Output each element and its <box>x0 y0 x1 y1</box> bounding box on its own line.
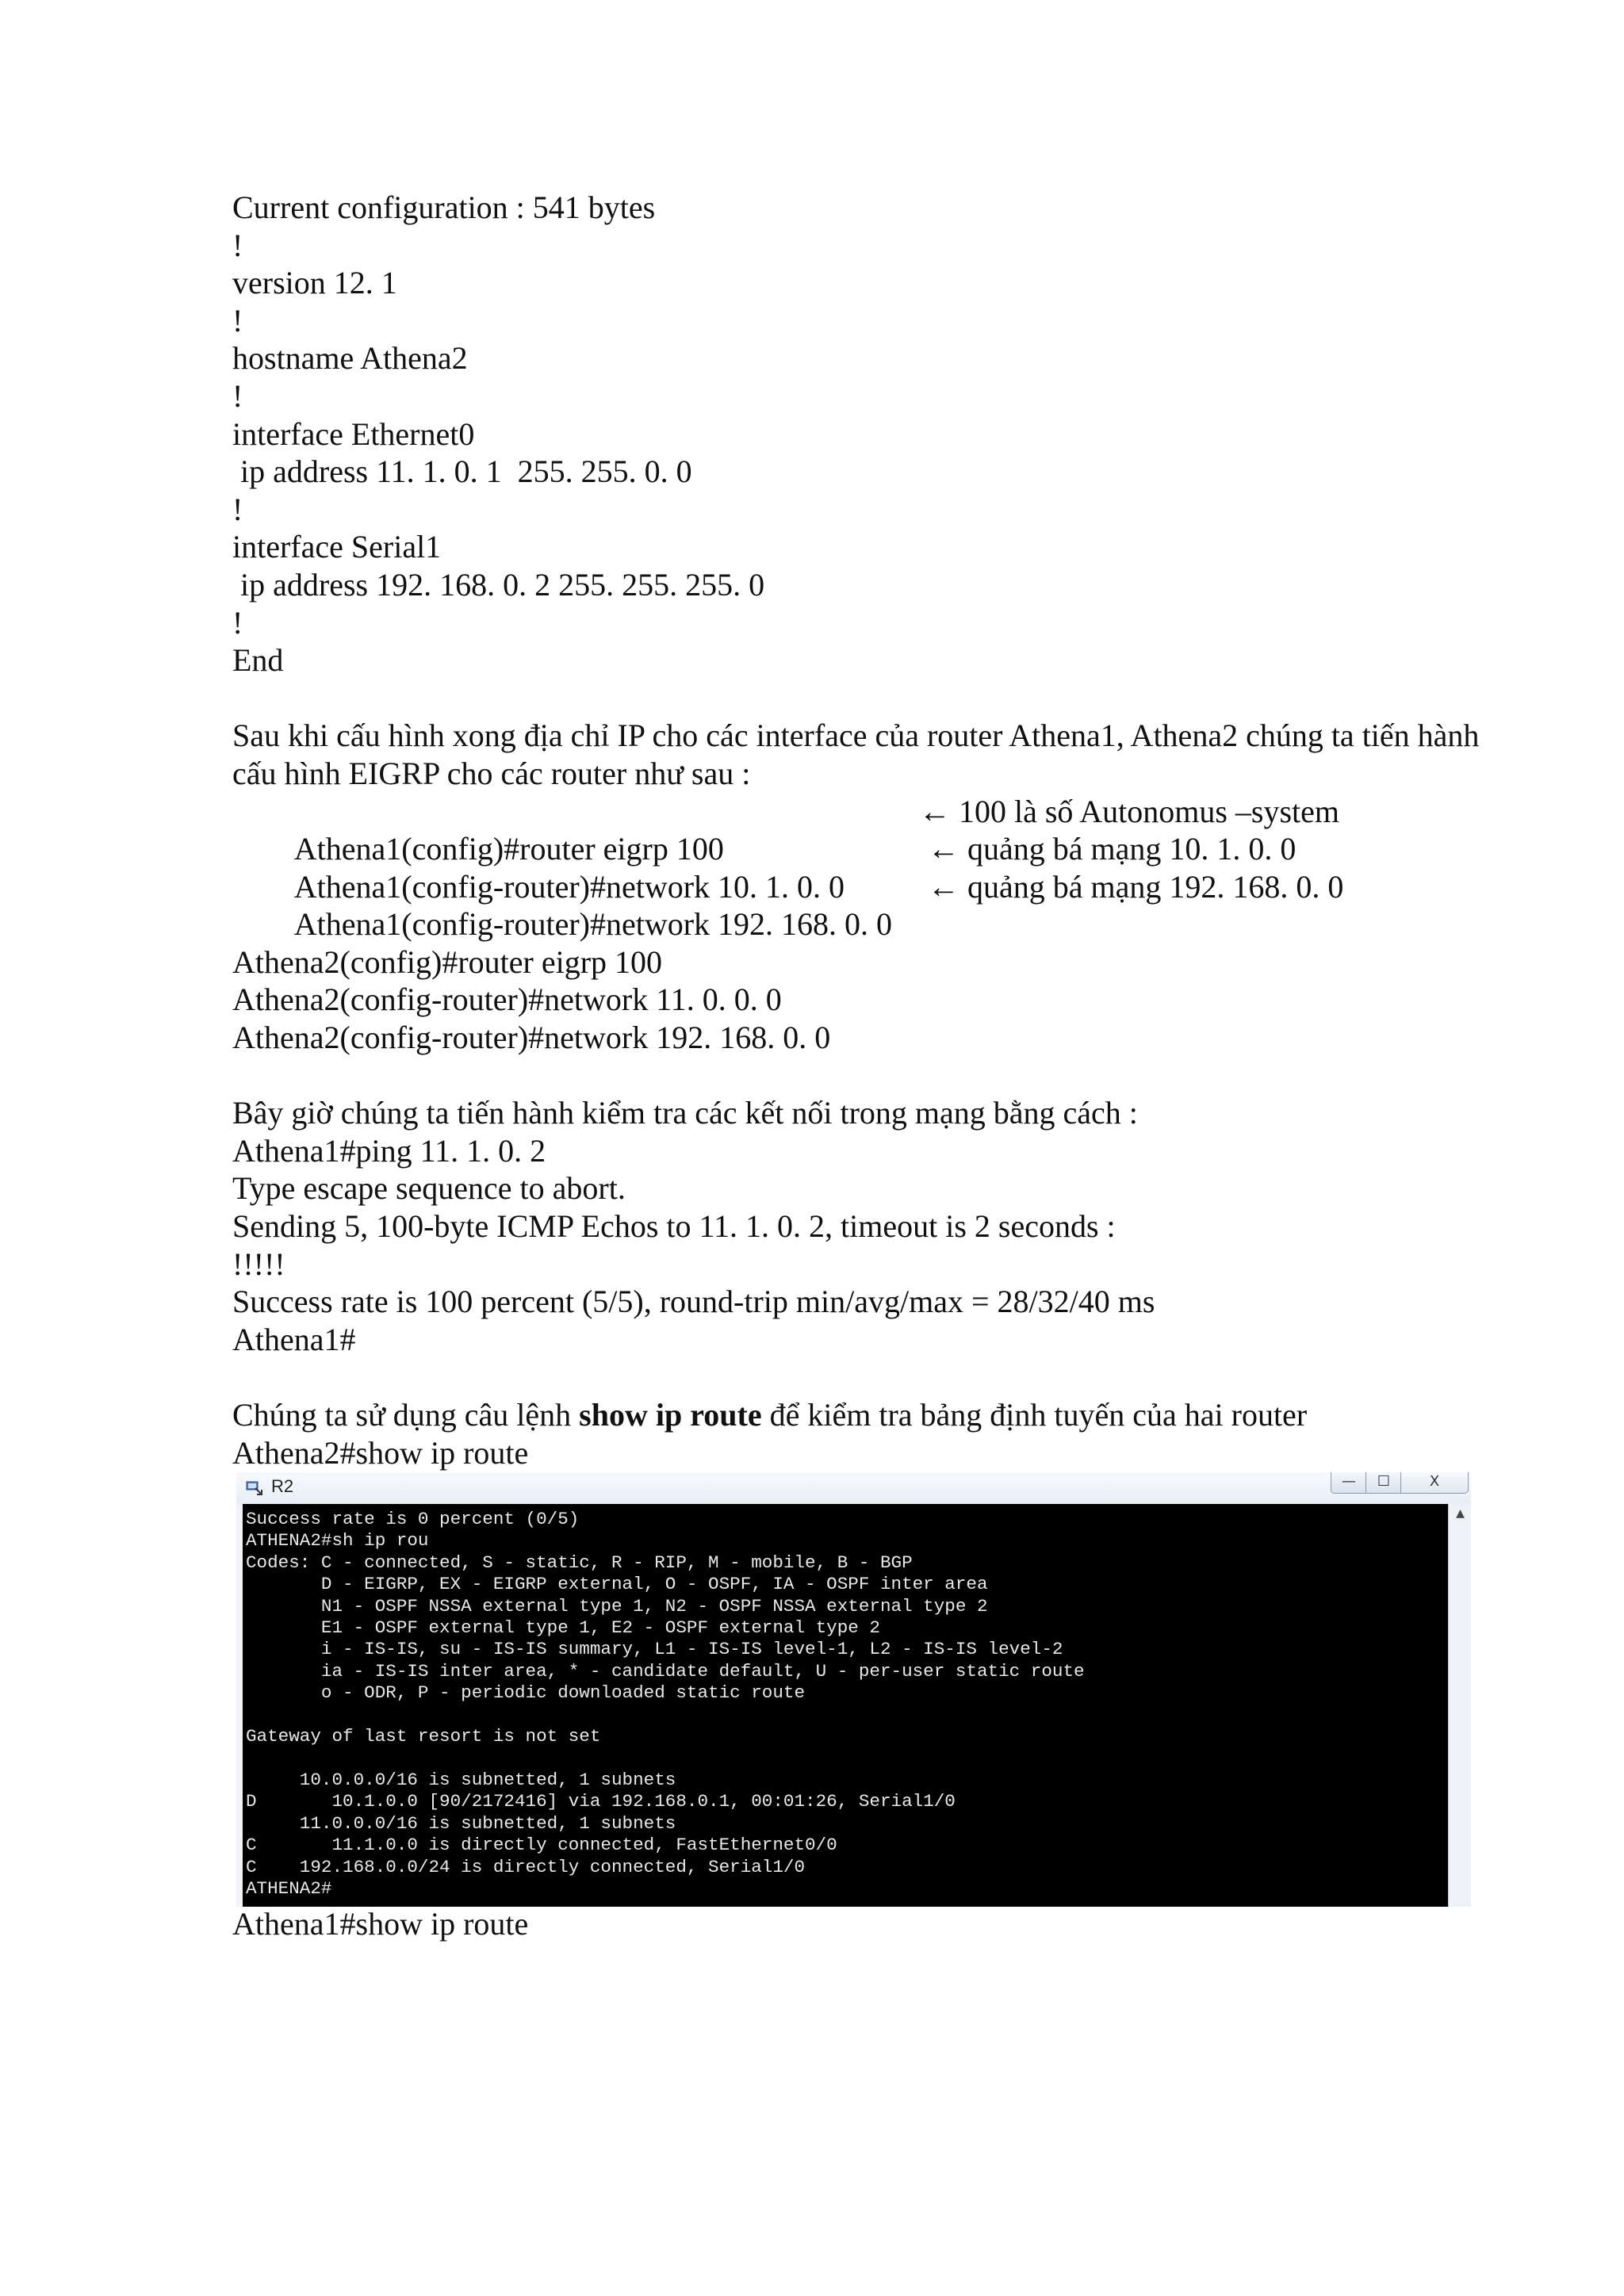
ping-line: Athena1# <box>232 1321 356 1357</box>
config-line: version 12. 1 <box>232 265 397 301</box>
intro-paragraph: Sau khi cấu hình xong địa chỉ IP cho các interface của router Athena1, Athena2 chúng ta tiến hành cấu hình EIGRP cho các router như sau : <box>232 718 1480 791</box>
minimize-button[interactable]: — <box>1331 1472 1367 1494</box>
command-line: Athena2(config)#router eigrp 100 <box>232 943 663 980</box>
athena2-commands <box>232 943 1485 1057</box>
terminal-scrollbar[interactable] <box>1448 1504 1471 1907</box>
config-line: End <box>232 642 284 679</box>
config-line: Current configuration : 541 bytes <box>232 189 656 225</box>
command-text: Athena1(config-router)#network 10. 1. 0. 0 <box>293 868 845 905</box>
ping-section <box>232 1094 1485 1358</box>
command-line: Athena2(config-router)#network 11. 0. 0. 0 <box>232 982 782 1018</box>
intro-text: để kiểm tra bảng định tuyến của hai router <box>761 1397 1308 1433</box>
ping-line: !!!!! <box>232 1246 285 1282</box>
ping-line: Bây giờ chúng ta tiến hành kiểm tra các kết nối trong mạng bằng cách : <box>232 1095 1138 1131</box>
command-note: ← 100 là số Autonomus –system <box>919 793 1340 829</box>
ping-line: Athena1#ping 11. 1. 0. 2 <box>232 1132 546 1169</box>
ping-line: Success rate is 100 percent (5/5), round-trip min/avg/max = 28/32/40 ms <box>232 1284 1155 1320</box>
config-line: ! <box>232 302 243 339</box>
command-text: Athena1(config-router)#network 192. 168. 0. 0 <box>293 906 893 943</box>
athena1-commands <box>232 793 1485 943</box>
document-content <box>232 189 1485 1471</box>
intro-text: Chúng ta sử dụng câu lệnh <box>232 1397 580 1433</box>
terminal-console[interactable] <box>243 1504 1448 1907</box>
command-text: Athena1(config)#router eigrp 100 <box>293 831 724 867</box>
config-block <box>232 189 1485 679</box>
close-button[interactable]: X <box>1400 1472 1469 1494</box>
config-line: ! <box>232 491 243 527</box>
config-line: ! <box>232 227 243 263</box>
command-line: Athena2(config-router)#network 192. 168. 0. 0 <box>232 1020 831 1056</box>
athena1-show-command: Athena1#show ip route <box>232 1906 529 1942</box>
config-line: ! <box>232 377 243 414</box>
command-note: ← quảng bá mạng 10. 1. 0. 0 <box>928 831 1297 867</box>
intro-bold-command: show ip route <box>579 1397 762 1433</box>
athena2-show-command: Athena2#show ip route <box>232 1434 529 1471</box>
config-line: ! <box>232 604 243 641</box>
terminal-window <box>236 1472 1471 1907</box>
ping-line: Sending 5, 100-byte ICMP Echos to 11. 1. 0. 2, timeout is 2 seconds : <box>232 1208 1116 1245</box>
terminal-titlebar[interactable] <box>236 1472 1471 1504</box>
config-line: interface Serial1 <box>232 529 442 565</box>
command-note: ← quảng bá mạng 192. 168. 0. 0 <box>928 868 1344 905</box>
terminal-app-icon <box>246 1479 263 1496</box>
terminal-left-edge <box>236 1504 243 1907</box>
scroll-up-arrow-icon[interactable]: ▲ <box>1456 1507 1465 1520</box>
terminal-output: Success rate is 0 percent (0/5) ATHENA2#sh ip rou Codes: C - connected, S - static, R - RIP, M - mobile, B - BGP D - EIGRP, EX - EIGRP external, O - OSPF, IA - OSPF inter area N1 - OSPF NSSA external type 1, N2 - OSPF NSSA external type 2 E1 - OSPF external type 1, E2 - OSPF external type 2 i - IS-IS, su - IS-IS summary, L1 - IS-IS level-1, L2 - IS-IS level-2 ia - IS-IS inter area, * - candidate default, U - per-user static route o - ODR, P - periodic downloaded static route Gateway of last resort is not set 10.0.0.0/16 is subnetted, 1 subnets D 10.1.0.0 [90/2172416] via 192.168.0.1, 00:01:26, Serial1/0 11.0.0.0/16 is subnetted, 1 subnets C 11.1.0.0 is directly connected, FastEthernet0/0 C 192.168.0.0/24 is directly connected, Serial1/0 ATHENA2# <box>246 1509 1085 1899</box>
ping-line: Type escape sequence to abort. <box>232 1170 626 1207</box>
command-row <box>232 868 1485 943</box>
terminal-title: R2 <box>271 1476 294 1496</box>
config-line: hostname Athena2 <box>232 340 468 377</box>
config-line: interface Ethernet0 <box>232 415 475 452</box>
config-line: ip address 11. 1. 0. 1 255. 255. 0. 0 <box>232 453 692 490</box>
show-route-intro <box>232 1396 1485 1434</box>
maximize-button[interactable]: ☐ <box>1365 1472 1402 1494</box>
config-line: ip address 192. 168. 0. 2 255. 255. 255. 0 <box>232 566 765 603</box>
